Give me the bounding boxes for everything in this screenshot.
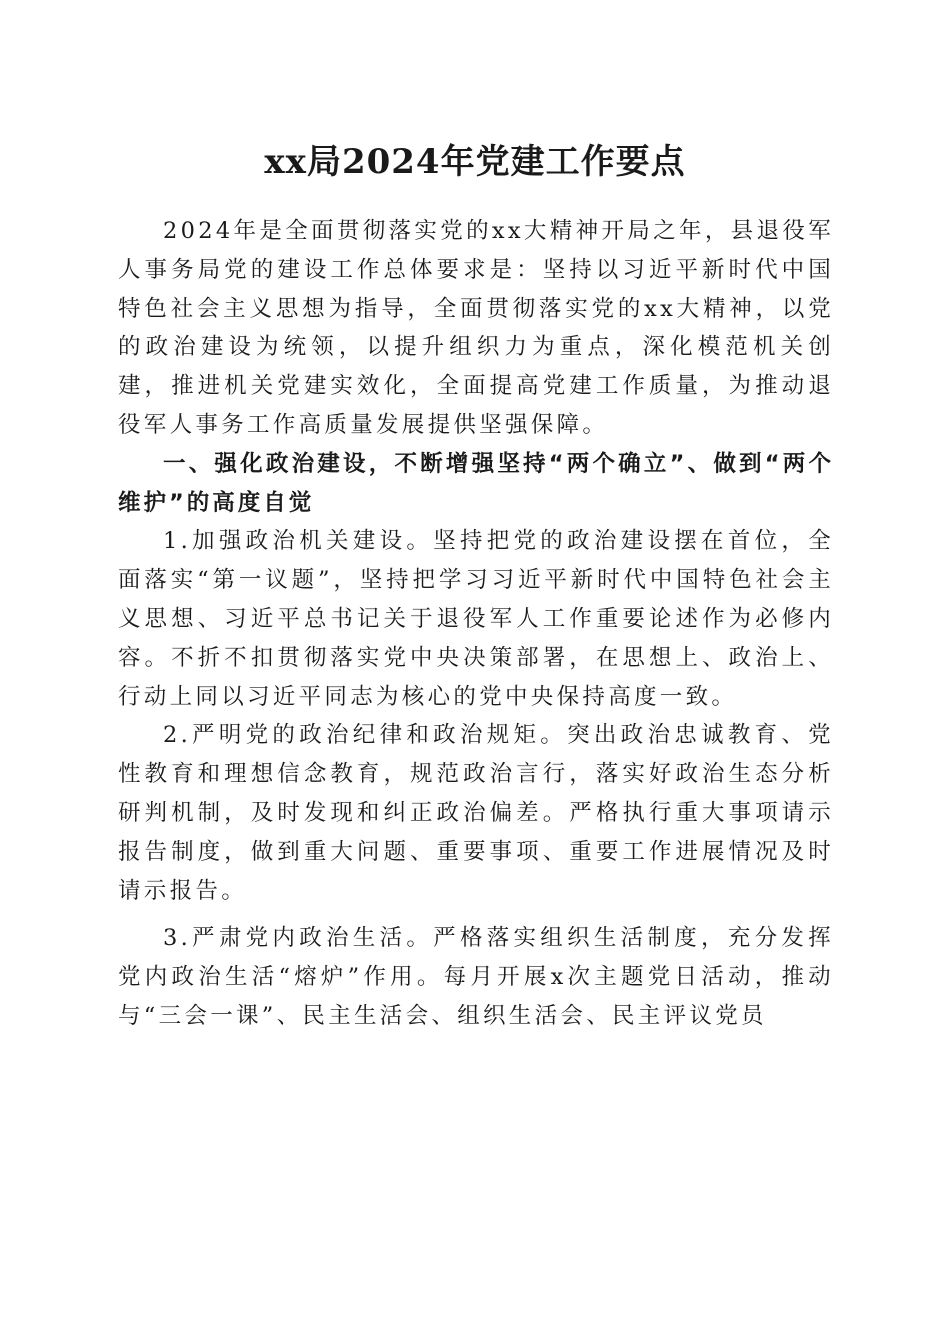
intro-paragraph: 2024年是全面贯彻落实党的xx大精神开局之年，县退役军人事务局党的建设工作总体要求是：坚持以习近平新时代中国特色社会主义思想为指导，全面贯彻落实党的xx大精神，以党的政治建设为统领，以提升组织力为重点，深化模范机关创建，推进机关党建实效化，全面提高党建工作质量，为推动退役军人事务工作高质量发展提供坚强保障。 — [118, 218, 834, 438]
item-paragraph-3: 3.严肃党内政治生活。严格落实组织生活制度，充分发挥党内政治生活“熔炉”作用。每月开展x次主题党日活动，推动与“三会一课”、民主生活会、组织生活会、民主评议党员 — [118, 925, 834, 1029]
item-paragraph-1: 1.加强政治机关建设。坚持把党的政治建设摆在首位，全面落实“第一议题”，坚持把学习习近平新时代中国特色社会主义思想、习近平总书记关于退役军人工作重要论述作为必修内容。不折不扣贯彻落实党中央决策部署，在思想上、政治上、行动上同以习近平同志为核心的党中央保持高度一致。 — [118, 528, 834, 710]
document-body — [118, 212, 834, 1036]
document-title: xx局2024年党建工作要点 — [264, 142, 686, 182]
section-heading: 一、强化政治建设，不断增强坚持“两个确立”、做到“两个维护”的高度自觉 — [118, 450, 834, 516]
item-paragraph-2: 2.严明党的政治纪律和政治规矩。突出政治忠诚教育、党性教育和理想信念教育，规范政治言行，落实好政治生态分析研判机制，及时发现和纠正政治偏差。严格执行重大事项请示报告制度，做到重大问题、重要事项、重要工作进展情况及时请示报告。 — [118, 722, 834, 904]
